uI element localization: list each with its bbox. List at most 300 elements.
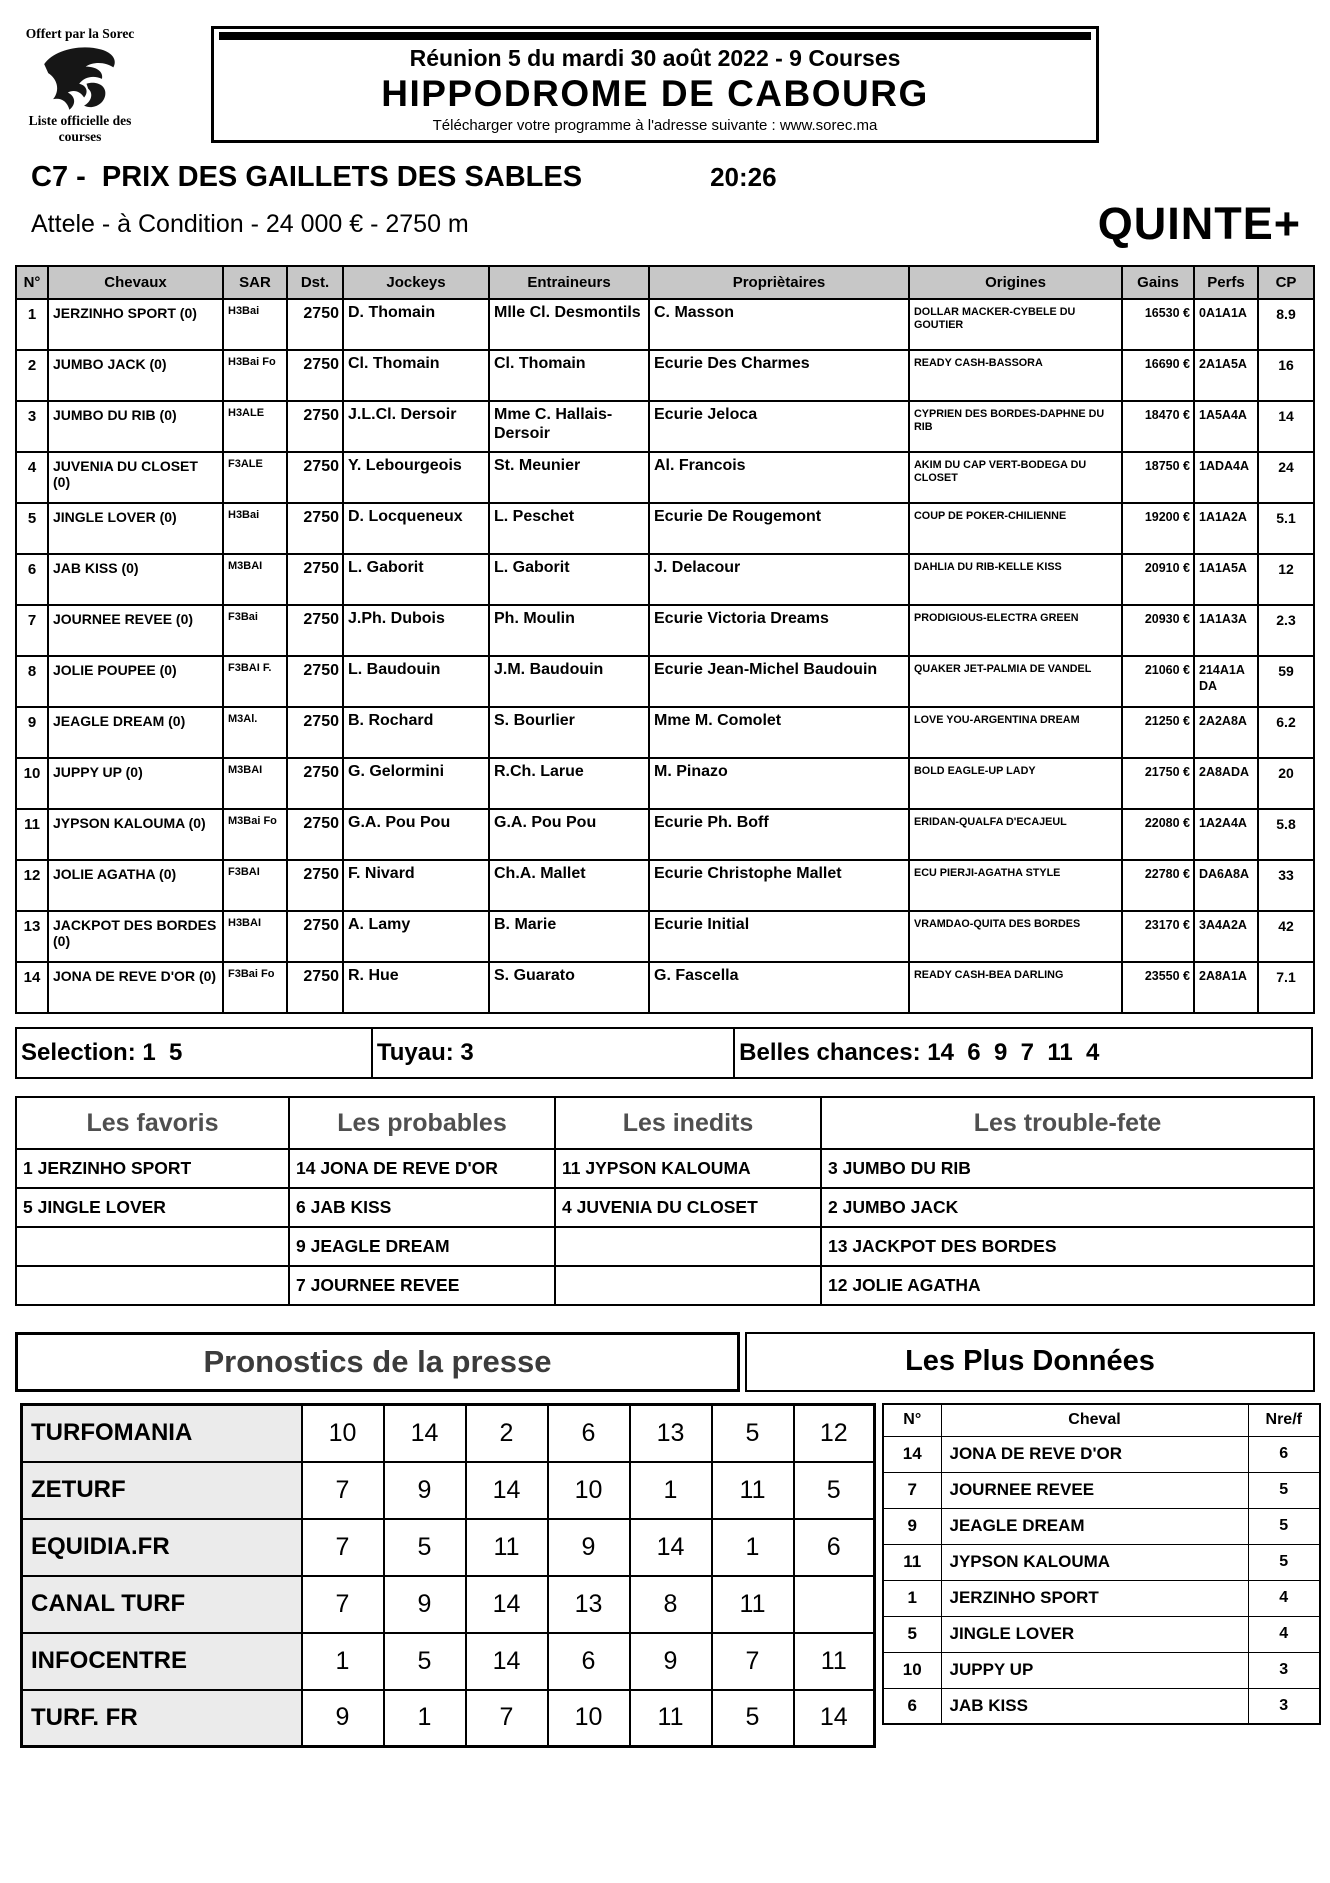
press-pick: 9 bbox=[630, 1633, 712, 1690]
pick-item bbox=[16, 1266, 289, 1305]
bottom-titles bbox=[15, 1332, 1315, 1392]
runner-num: 8 bbox=[16, 656, 48, 707]
runner-perfs: 1A1A2A bbox=[1194, 503, 1258, 554]
runner-dst: 2750 bbox=[287, 707, 343, 758]
runner-origins: READY CASH-BEA DARLING bbox=[909, 962, 1122, 1013]
runner-gains: 21250 € bbox=[1122, 707, 1194, 758]
runner-gains: 23550 € bbox=[1122, 962, 1194, 1013]
runner-cp: 33 bbox=[1258, 860, 1314, 911]
runner-owner: Ecurie Jean-Michel Baudouin bbox=[649, 656, 909, 707]
runner-num: 3 bbox=[16, 401, 48, 452]
runner-horse: JUVENIA DU CLOSET (0) bbox=[48, 452, 223, 503]
runner-jockey: D. Locqueneux bbox=[343, 503, 489, 554]
runner-horse: JINGLE LOVER (0) bbox=[48, 503, 223, 554]
col-header-trainer: Entraineurs bbox=[489, 266, 649, 299]
runner-gains: 22080 € bbox=[1122, 809, 1194, 860]
press-source: TURF. FR bbox=[22, 1690, 302, 1747]
runner-row bbox=[16, 554, 1314, 605]
pick-item: 12 JOLIE AGATHA bbox=[821, 1266, 1314, 1305]
runner-cp: 2.3 bbox=[1258, 605, 1314, 656]
runner-origins: PRODIGIOUS-ELECTRA GREEN bbox=[909, 605, 1122, 656]
press-row bbox=[22, 1462, 875, 1519]
runner-horse: JAB KISS (0) bbox=[48, 554, 223, 605]
runner-gains: 19200 € bbox=[1122, 503, 1194, 554]
runner-horse: JOLIE AGATHA (0) bbox=[48, 860, 223, 911]
press-row bbox=[22, 1405, 875, 1462]
pick-item: 5 JINGLE LOVER bbox=[16, 1188, 289, 1227]
press-pick: 10 bbox=[548, 1462, 630, 1519]
runner-cp: 24 bbox=[1258, 452, 1314, 503]
meeting-header-box bbox=[211, 26, 1099, 143]
plus-row bbox=[883, 1652, 1320, 1688]
runner-horse: JACKPOT DES BORDES (0) bbox=[48, 911, 223, 962]
runner-perfs: 2A1A5A bbox=[1194, 350, 1258, 401]
press-pick bbox=[794, 1576, 875, 1633]
pick-item: 2 JUMBO JACK bbox=[821, 1188, 1314, 1227]
runner-cp: 42 bbox=[1258, 911, 1314, 962]
col-header-num: N° bbox=[16, 266, 48, 299]
runner-horse: JONA DE REVE D'OR (0) bbox=[48, 962, 223, 1013]
runner-sar: M3Al. bbox=[223, 707, 287, 758]
runner-perfs: 2A8A1A bbox=[1194, 962, 1258, 1013]
runner-cp: 59 bbox=[1258, 656, 1314, 707]
picks-table bbox=[15, 1096, 1315, 1306]
plus-column-header: Nre/f bbox=[1248, 1404, 1320, 1436]
runner-row bbox=[16, 401, 1314, 452]
plus-header-row bbox=[883, 1404, 1320, 1436]
plus-count: 3 bbox=[1248, 1652, 1320, 1688]
runner-sar: M3BAI bbox=[223, 758, 287, 809]
runner-jockey: R. Hue bbox=[343, 962, 489, 1013]
runner-gains: 16690 € bbox=[1122, 350, 1194, 401]
plus-horse: JOURNEE REVEE bbox=[941, 1472, 1248, 1508]
runner-origins: DAHLIA DU RIB-KELLE KISS bbox=[909, 554, 1122, 605]
runner-sar: H3Bai bbox=[223, 503, 287, 554]
tuyau-label: Tuyau: 3 bbox=[373, 1029, 735, 1077]
press-pick: 6 bbox=[548, 1405, 630, 1462]
plus-count: 5 bbox=[1248, 1508, 1320, 1544]
runner-jockey: L. Baudouin bbox=[343, 656, 489, 707]
runner-cp: 5.8 bbox=[1258, 809, 1314, 860]
runner-trainer: Ph. Moulin bbox=[489, 605, 649, 656]
plus-count: 3 bbox=[1248, 1688, 1320, 1724]
runner-num: 14 bbox=[16, 962, 48, 1013]
runner-perfs: 1ADA4A bbox=[1194, 452, 1258, 503]
runner-dst: 2750 bbox=[287, 503, 343, 554]
logo-caption-top: Offert par la Sorec bbox=[25, 26, 135, 41]
runner-num: 7 bbox=[16, 605, 48, 656]
press-pick: 1 bbox=[302, 1633, 384, 1690]
runner-gains: 20930 € bbox=[1122, 605, 1194, 656]
picks-column-title: Les probables bbox=[289, 1097, 555, 1149]
press-source: INFOCENTRE bbox=[22, 1633, 302, 1690]
runner-num: 12 bbox=[16, 860, 48, 911]
hippodrome-name: HIPPODROME DE CABOURG bbox=[381, 73, 929, 114]
runner-sar: H3ALE bbox=[223, 401, 287, 452]
header-top-bar bbox=[219, 32, 1091, 40]
pick-item bbox=[555, 1266, 821, 1305]
col-header-origins: Origines bbox=[909, 266, 1122, 299]
col-header-dst: Dst. bbox=[287, 266, 343, 299]
race-time: 20:26 bbox=[710, 162, 777, 193]
runner-origins: BOLD EAGLE-UP LADY bbox=[909, 758, 1122, 809]
runner-owner: G. Fascella bbox=[649, 962, 909, 1013]
runner-trainer: S. Bourlier bbox=[489, 707, 649, 758]
runner-horse: JERZINHO SPORT (0) bbox=[48, 299, 223, 350]
plus-row bbox=[883, 1544, 1320, 1580]
col-header-owner: Propriètaires bbox=[649, 266, 909, 299]
runner-perfs: 214A1ADA bbox=[1194, 656, 1258, 707]
runner-sar: M3Bai Fo bbox=[223, 809, 287, 860]
press-pick: 1 bbox=[630, 1462, 712, 1519]
picks-row bbox=[16, 1227, 1314, 1266]
runner-gains: 18750 € bbox=[1122, 452, 1194, 503]
press-pick: 12 bbox=[794, 1405, 875, 1462]
plus-num: 11 bbox=[883, 1544, 941, 1580]
pick-item: 14 JONA DE REVE D'OR bbox=[289, 1149, 555, 1188]
runner-perfs: 1A1A5A bbox=[1194, 554, 1258, 605]
runner-origins: COUP DE POKER-CHILIENNE bbox=[909, 503, 1122, 554]
runner-origins: QUAKER JET-PALMIA DE VANDEL bbox=[909, 656, 1122, 707]
press-pick: 11 bbox=[712, 1462, 794, 1519]
plus-num: 10 bbox=[883, 1652, 941, 1688]
runner-dst: 2750 bbox=[287, 452, 343, 503]
press-pick: 14 bbox=[794, 1690, 875, 1747]
runners-table bbox=[15, 265, 1315, 1014]
runner-cp: 5.1 bbox=[1258, 503, 1314, 554]
runner-row bbox=[16, 707, 1314, 758]
pick-item: 6 JAB KISS bbox=[289, 1188, 555, 1227]
runner-horse: JUMBO JACK (0) bbox=[48, 350, 223, 401]
press-pick: 5 bbox=[794, 1462, 875, 1519]
runner-gains: 23170 € bbox=[1122, 911, 1194, 962]
runner-jockey: G.A. Pou Pou bbox=[343, 809, 489, 860]
runner-gains: 20910 € bbox=[1122, 554, 1194, 605]
col-header-horse: Chevaux bbox=[48, 266, 223, 299]
runner-sar: F3BAI F. bbox=[223, 656, 287, 707]
runner-num: 4 bbox=[16, 452, 48, 503]
press-source: CANAL TURF bbox=[22, 1576, 302, 1633]
runner-dst: 2750 bbox=[287, 758, 343, 809]
runner-perfs: 3A4A2A bbox=[1194, 911, 1258, 962]
runner-num: 2 bbox=[16, 350, 48, 401]
runner-jockey: D. Thomain bbox=[343, 299, 489, 350]
col-header-gains: Gains bbox=[1122, 266, 1194, 299]
runner-gains: 21750 € bbox=[1122, 758, 1194, 809]
runner-origins: READY CASH-BASSORA bbox=[909, 350, 1122, 401]
runner-gains: 21060 € bbox=[1122, 656, 1194, 707]
plus-row bbox=[883, 1472, 1320, 1508]
picks-column-title: Les inedits bbox=[555, 1097, 821, 1149]
runner-horse: JOLIE POUPEE (0) bbox=[48, 656, 223, 707]
press-pick: 14 bbox=[466, 1462, 548, 1519]
runner-sar: H3BAI bbox=[223, 911, 287, 962]
sorec-logo-box bbox=[21, 26, 139, 144]
runner-jockey: B. Rochard bbox=[343, 707, 489, 758]
runners-header-row bbox=[16, 266, 1314, 299]
runner-row bbox=[16, 503, 1314, 554]
plus-horse: JERZINHO SPORT bbox=[941, 1580, 1248, 1616]
runner-trainer: St. Meunier bbox=[489, 452, 649, 503]
runner-gains: 16530 € bbox=[1122, 299, 1194, 350]
runner-dst: 2750 bbox=[287, 656, 343, 707]
press-source: TURFOMANIA bbox=[22, 1405, 302, 1462]
runner-sar: F3ALE bbox=[223, 452, 287, 503]
press-pick: 9 bbox=[384, 1576, 466, 1633]
col-header-cp: CP bbox=[1258, 266, 1314, 299]
belles-chances-label: Belles chances: 14 6 9 7 11 4 bbox=[739, 1039, 1100, 1067]
bet-type-label: QUINTE+ bbox=[1097, 198, 1301, 250]
plus-count: 5 bbox=[1248, 1544, 1320, 1580]
runner-perfs: 1A5A4A bbox=[1194, 401, 1258, 452]
runner-origins: CYPRIEN DES BORDES-DAPHNE DU RIB bbox=[909, 401, 1122, 452]
plus-column-header: N° bbox=[883, 1404, 941, 1436]
runner-owner: Al. Francois bbox=[649, 452, 909, 503]
press-pick: 6 bbox=[794, 1519, 875, 1576]
runner-origins: LOVE YOU-ARGENTINA DREAM bbox=[909, 707, 1122, 758]
runner-gains: 22780 € bbox=[1122, 860, 1194, 911]
page-header bbox=[15, 26, 1315, 144]
runner-perfs: 1A1A3A bbox=[1194, 605, 1258, 656]
runner-owner: Ecurie Victoria Dreams bbox=[649, 605, 909, 656]
runner-sar: F3Bai Fo bbox=[223, 962, 287, 1013]
pick-item: 9 JEAGLE DREAM bbox=[289, 1227, 555, 1266]
plus-horse: JAB KISS bbox=[941, 1688, 1248, 1724]
selection-label: Selection: 1 5 bbox=[17, 1029, 373, 1077]
runner-owner: Ecurie Initial bbox=[649, 911, 909, 962]
race-title: C7 - PRIX DES GAILLETS DES SABLES bbox=[31, 161, 583, 194]
plus-horse: JINGLE LOVER bbox=[941, 1616, 1248, 1652]
runner-jockey: Y. Lebourgeois bbox=[343, 452, 489, 503]
runner-owner: Ecurie De Rougemont bbox=[649, 503, 909, 554]
plus-num: 1 bbox=[883, 1580, 941, 1616]
runner-owner: Ecurie Ph. Boff bbox=[649, 809, 909, 860]
runner-trainer: Cl. Thomain bbox=[489, 350, 649, 401]
picks-row bbox=[16, 1188, 1314, 1227]
plus-column-header: Cheval bbox=[941, 1404, 1248, 1436]
sorec-horse-logo-icon bbox=[34, 43, 126, 113]
runner-perfs: 2A8ADA bbox=[1194, 758, 1258, 809]
runner-cp: 7.1 bbox=[1258, 962, 1314, 1013]
runner-jockey: J.Ph. Dubois bbox=[343, 605, 489, 656]
runner-horse: JEAGLE DREAM (0) bbox=[48, 707, 223, 758]
runner-num: 11 bbox=[16, 809, 48, 860]
runner-row bbox=[16, 809, 1314, 860]
runner-owner: Mme M. Comolet bbox=[649, 707, 909, 758]
press-row bbox=[22, 1519, 875, 1576]
runner-num: 9 bbox=[16, 707, 48, 758]
runner-origins: ERIDAN-QUALFA D'ECAJEUL bbox=[909, 809, 1122, 860]
plus-num: 9 bbox=[883, 1508, 941, 1544]
runner-row bbox=[16, 758, 1314, 809]
runner-trainer: L. Gaborit bbox=[489, 554, 649, 605]
col-header-sar: SAR bbox=[223, 266, 287, 299]
runner-num: 13 bbox=[16, 911, 48, 962]
plus-count: 4 bbox=[1248, 1616, 1320, 1652]
runner-owner: J. Delacour bbox=[649, 554, 909, 605]
plus-horse: JUPPY UP bbox=[941, 1652, 1248, 1688]
press-pick: 5 bbox=[712, 1405, 794, 1462]
press-row bbox=[22, 1690, 875, 1747]
runner-num: 10 bbox=[16, 758, 48, 809]
press-pick: 8 bbox=[630, 1576, 712, 1633]
runner-dst: 2750 bbox=[287, 554, 343, 605]
runner-row bbox=[16, 911, 1314, 962]
picks-row bbox=[16, 1149, 1314, 1188]
runner-row bbox=[16, 605, 1314, 656]
press-pick: 5 bbox=[384, 1519, 466, 1576]
pick-item: 13 JACKPOT DES BORDES bbox=[821, 1227, 1314, 1266]
press-forecast-table bbox=[20, 1403, 876, 1748]
plus-donnees-table bbox=[882, 1403, 1321, 1725]
pick-item: 11 JYPSON KALOUMA bbox=[555, 1149, 821, 1188]
runner-dst: 2750 bbox=[287, 350, 343, 401]
press-pick: 14 bbox=[630, 1519, 712, 1576]
press-title: Pronostics de la presse bbox=[15, 1332, 740, 1392]
runner-cp: 20 bbox=[1258, 758, 1314, 809]
press-pick: 9 bbox=[384, 1462, 466, 1519]
runner-sar: H3Bai Fo bbox=[223, 350, 287, 401]
press-pick: 7 bbox=[302, 1576, 384, 1633]
press-pick: 14 bbox=[466, 1633, 548, 1690]
runner-num: 5 bbox=[16, 503, 48, 554]
pick-item: 7 JOURNEE REVEE bbox=[289, 1266, 555, 1305]
runner-row bbox=[16, 452, 1314, 503]
download-note: Télécharger votre programme à l'adresse suivante : www.sorec.ma bbox=[432, 117, 878, 134]
bottom-tables bbox=[15, 1403, 1315, 1748]
runner-origins: ECU PIERJI-AGATHA STYLE bbox=[909, 860, 1122, 911]
runner-row bbox=[16, 656, 1314, 707]
runner-trainer: L. Peschet bbox=[489, 503, 649, 554]
runner-trainer: G.A. Pou Pou bbox=[489, 809, 649, 860]
picks-row bbox=[16, 1266, 1314, 1305]
runner-dst: 2750 bbox=[287, 911, 343, 962]
press-pick: 2 bbox=[466, 1405, 548, 1462]
runner-trainer: B. Marie bbox=[489, 911, 649, 962]
press-pick: 11 bbox=[794, 1633, 875, 1690]
runner-cp: 14 bbox=[1258, 401, 1314, 452]
runner-trainer: S. Guarato bbox=[489, 962, 649, 1013]
press-pick: 5 bbox=[384, 1633, 466, 1690]
runner-cp: 8.9 bbox=[1258, 299, 1314, 350]
runner-owner: Ecurie Jeloca bbox=[649, 401, 909, 452]
pick-item: 1 JERZINHO SPORT bbox=[16, 1149, 289, 1188]
runner-trainer: Ch.A. Mallet bbox=[489, 860, 649, 911]
plus-row bbox=[883, 1580, 1320, 1616]
picks-column-title: Les trouble-fete bbox=[821, 1097, 1314, 1149]
runner-cp: 12 bbox=[1258, 554, 1314, 605]
runner-origins: AKIM DU CAP VERT-BODEGA DU CLOSET bbox=[909, 452, 1122, 503]
runner-owner: Ecurie Des Charmes bbox=[649, 350, 909, 401]
plus-row bbox=[883, 1436, 1320, 1472]
runner-row bbox=[16, 962, 1314, 1013]
runner-num: 1 bbox=[16, 299, 48, 350]
press-pick: 14 bbox=[466, 1576, 548, 1633]
runner-perfs: 1A2A4A bbox=[1194, 809, 1258, 860]
runner-trainer: Mlle Cl. Desmontils bbox=[489, 299, 649, 350]
press-pick: 7 bbox=[466, 1690, 548, 1747]
runner-dst: 2750 bbox=[287, 962, 343, 1013]
runner-dst: 2750 bbox=[287, 860, 343, 911]
plus-row bbox=[883, 1616, 1320, 1652]
race-conditions-line bbox=[31, 198, 1315, 250]
runner-horse: JUPPY UP (0) bbox=[48, 758, 223, 809]
pick-item: 3 JUMBO DU RIB bbox=[821, 1149, 1314, 1188]
press-pick: 14 bbox=[384, 1405, 466, 1462]
pick-item bbox=[555, 1227, 821, 1266]
selection-bar bbox=[15, 1027, 1313, 1079]
plus-horse: JONA DE REVE D'OR bbox=[941, 1436, 1248, 1472]
picks-column-title: Les favoris bbox=[16, 1097, 289, 1149]
runner-row bbox=[16, 350, 1314, 401]
press-pick: 1 bbox=[384, 1690, 466, 1747]
runner-horse: JOURNEE REVEE (0) bbox=[48, 605, 223, 656]
meeting-title: Réunion 5 du mardi 30 août 2022 - 9 Courses bbox=[409, 45, 901, 71]
runner-dst: 2750 bbox=[287, 809, 343, 860]
press-pick: 10 bbox=[548, 1690, 630, 1747]
runner-dst: 2750 bbox=[287, 401, 343, 452]
runner-sar: H3Bai bbox=[223, 299, 287, 350]
runner-sar: M3BAI bbox=[223, 554, 287, 605]
press-pick: 7 bbox=[302, 1462, 384, 1519]
runner-jockey: F. Nivard bbox=[343, 860, 489, 911]
col-header-perfs: Perfs bbox=[1194, 266, 1258, 299]
press-pick: 9 bbox=[548, 1519, 630, 1576]
press-pick: 11 bbox=[466, 1519, 548, 1576]
runner-sar: F3BAI bbox=[223, 860, 287, 911]
plus-num: 7 bbox=[883, 1472, 941, 1508]
plus-num: 5 bbox=[883, 1616, 941, 1652]
press-pick: 9 bbox=[302, 1690, 384, 1747]
runner-gains: 18470 € bbox=[1122, 401, 1194, 452]
runner-row bbox=[16, 299, 1314, 350]
col-header-jockey: Jockeys bbox=[343, 266, 489, 299]
runner-perfs: 0A1A1A bbox=[1194, 299, 1258, 350]
press-pick: 11 bbox=[712, 1576, 794, 1633]
picks-header-row bbox=[16, 1097, 1314, 1149]
runner-jockey: Cl. Thomain bbox=[343, 350, 489, 401]
runner-horse: JYPSON KALOUMA (0) bbox=[48, 809, 223, 860]
press-pick: 7 bbox=[712, 1633, 794, 1690]
plus-donnees-title: Les Plus Données bbox=[745, 1332, 1315, 1392]
runner-origins: DOLLAR MACKER-CYBELE DU GOUTIER bbox=[909, 299, 1122, 350]
pick-item: 4 JUVENIA DU CLOSET bbox=[555, 1188, 821, 1227]
plus-num: 6 bbox=[883, 1688, 941, 1724]
press-source: EQUIDIA.FR bbox=[22, 1519, 302, 1576]
runner-perfs: DA6A8A bbox=[1194, 860, 1258, 911]
runner-dst: 2750 bbox=[287, 605, 343, 656]
plus-horse: JYPSON KALOUMA bbox=[941, 1544, 1248, 1580]
runner-dst: 2750 bbox=[287, 299, 343, 350]
plus-count: 4 bbox=[1248, 1580, 1320, 1616]
plus-row bbox=[883, 1508, 1320, 1544]
runner-horse: JUMBO DU RIB (0) bbox=[48, 401, 223, 452]
press-row bbox=[22, 1633, 875, 1690]
runner-row bbox=[16, 860, 1314, 911]
runner-jockey: L. Gaborit bbox=[343, 554, 489, 605]
runner-owner: M. Pinazo bbox=[649, 758, 909, 809]
plus-count: 6 bbox=[1248, 1436, 1320, 1472]
runner-sar: F3Bai bbox=[223, 605, 287, 656]
plus-count: 5 bbox=[1248, 1472, 1320, 1508]
runner-perfs: 2A2A8A bbox=[1194, 707, 1258, 758]
race-heading bbox=[31, 161, 1315, 194]
runner-jockey: G. Gelormini bbox=[343, 758, 489, 809]
press-pick: 10 bbox=[302, 1405, 384, 1462]
press-pick: 11 bbox=[630, 1690, 712, 1747]
runner-jockey: A. Lamy bbox=[343, 911, 489, 962]
press-pick: 7 bbox=[302, 1519, 384, 1576]
